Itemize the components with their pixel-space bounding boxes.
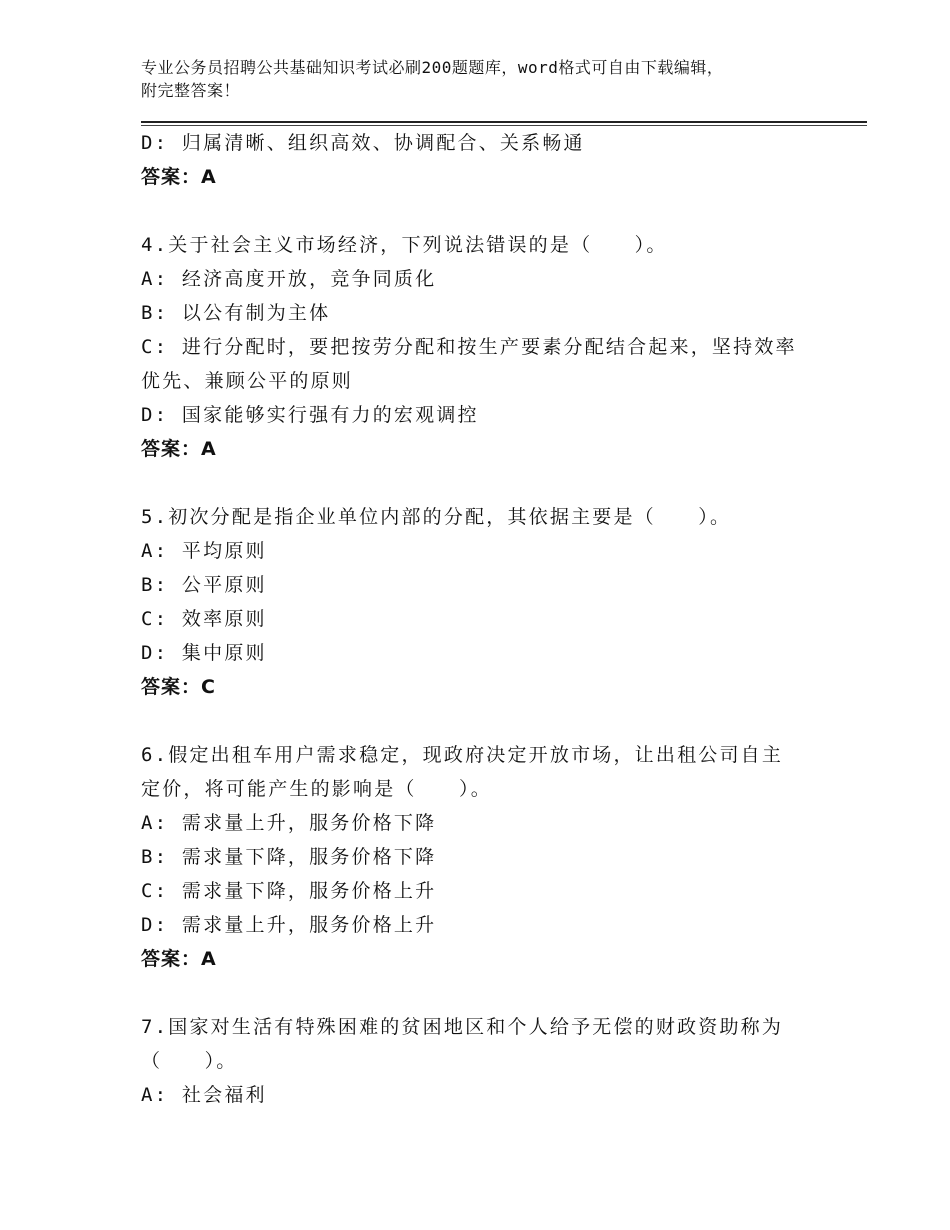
question-block-7 (141, 1010, 821, 1112)
question-list (141, 126, 821, 1112)
question-block-prev (141, 126, 821, 194)
question-block-6 (141, 738, 821, 976)
option-d: D: 集中原则 (141, 642, 267, 664)
option-b: B: 以公有制为主体 (141, 302, 331, 324)
spacer (141, 704, 821, 738)
option-a: A: 需求量上升，服务价格下降 (141, 812, 437, 834)
header-line-2: 附完整答案！ (141, 81, 241, 100)
option-b: B: 需求量下降，服务价格下降 (141, 846, 437, 868)
header-rule-thick (141, 121, 867, 123)
spacer (141, 194, 821, 228)
question-block-5 (141, 500, 821, 704)
question-block-4 (141, 228, 821, 466)
header-line-1: 专业公务员招聘公共基础知识考试必刷200题题库，word格式可自由下载编辑， (141, 58, 724, 77)
answer-line: 答案：C (141, 676, 216, 698)
question-stem: 4.关于社会主义市场经济，下列说法错误的是（ ）。 (141, 234, 668, 256)
option-c: C: 进行分配时，要把按劳分配和按生产要素分配结合起来，坚持效率 (141, 336, 797, 358)
answer-line: 答案：A (141, 948, 217, 970)
option-c: C: 需求量下降，服务价格上升 (141, 880, 437, 902)
question-stem: 7.国家对生活有特殊困难的贫困地区和个人给予无偿的财政资助称为 (141, 1016, 784, 1038)
spacer (141, 466, 821, 500)
question-stem: 6.假定出租车用户需求稳定，现政府决定开放市场，让出租公司自主 (141, 744, 784, 766)
option-c-continued: 优先、兼顾公平的原则 (141, 370, 354, 392)
option-a: A: 平均原则 (141, 540, 267, 562)
question-stem-continued: （ ）。 (141, 1050, 238, 1072)
option-d: D: 需求量上升，服务价格上升 (141, 914, 437, 936)
option-d: D: 国家能够实行强有力的宏观调控 (141, 404, 479, 426)
spacer (141, 976, 821, 1010)
answer-line: 答案：A (141, 438, 217, 460)
option-b: B: 公平原则 (141, 574, 267, 596)
option-a: A: 经济高度开放，竞争同质化 (141, 268, 437, 290)
question-stem: 5.初次分配是指企业单位内部的分配，其依据主要是（ ）。 (141, 506, 732, 528)
option-a: A: 社会福利 (141, 1084, 267, 1106)
page-header (141, 56, 821, 102)
answer-line: 答案：A (141, 166, 217, 188)
question-stem-continued: 定价，将可能产生的影响是（ ）。 (141, 778, 492, 800)
option-d: D: 归属清晰、组织高效、协调配合、关系畅通 (141, 132, 585, 154)
option-c: C: 效率原则 (141, 608, 267, 630)
